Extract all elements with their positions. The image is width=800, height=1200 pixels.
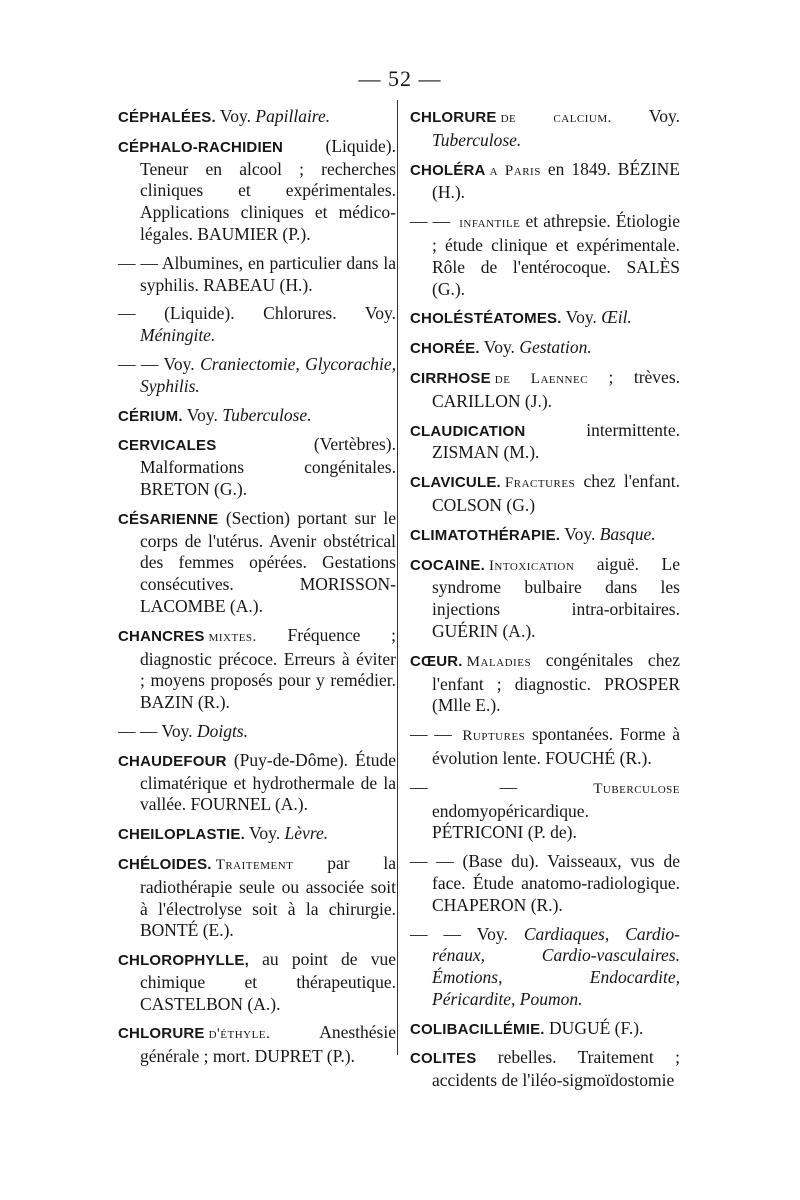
entry-headword: CHLORURE bbox=[118, 1025, 205, 1043]
index-entry bbox=[410, 924, 680, 1011]
entry-text: aiguë. Le syndrome bulbaire dans les injections intra-orbitaires. GUÉRIN (A.). bbox=[432, 553, 680, 641]
entry-headword: CIRRHOSE bbox=[410, 369, 491, 387]
right-column bbox=[410, 106, 680, 1099]
entry-text: Voy. bbox=[182, 404, 223, 425]
entry-text: Voy. bbox=[215, 106, 256, 126]
entry-headword: CHOLÉRA bbox=[410, 161, 486, 179]
index-entry bbox=[118, 303, 396, 347]
entry-headword: CHOLÉSTÉATOMES. bbox=[410, 310, 562, 328]
entry-headword: CHLORURE bbox=[410, 109, 497, 126]
index-entry bbox=[118, 750, 396, 816]
entry-reference: Tuberculose. bbox=[432, 129, 522, 150]
index-entry bbox=[410, 724, 680, 770]
entry-headword: CHÉLOIDES. bbox=[118, 855, 212, 873]
index-entry bbox=[118, 434, 396, 500]
index-entry bbox=[118, 721, 396, 743]
entry-text: Voy. bbox=[476, 923, 524, 944]
entry-text: chez l'enfant. COLSON (G.) bbox=[432, 471, 680, 515]
column-divider bbox=[397, 100, 398, 1055]
entry-text: (Base du). Vaisseaux, vus de face. Étude anatomo-radiologique. CHAPERON (R.). bbox=[432, 851, 681, 915]
index-entry bbox=[410, 106, 680, 152]
index-entry bbox=[410, 524, 680, 547]
index-entry bbox=[410, 554, 680, 643]
entry-text: endomyopéricardique. PÉTRICONI (P. de). bbox=[432, 800, 589, 843]
entry-reference: Basque. bbox=[599, 523, 656, 544]
entry-text: Voy. bbox=[611, 106, 680, 126]
index-entry bbox=[118, 253, 396, 297]
entry-text: Voy. bbox=[560, 523, 600, 544]
entry-dash: — — bbox=[118, 252, 162, 273]
entry-text: DUGUÉ (F.). bbox=[544, 1017, 644, 1038]
entry-text: Fréquence ; diagnostic précoce. Erreurs à éviter ; moyens proposés pour y remédier. BAZIN (R.). bbox=[140, 624, 396, 713]
entry-text: (Liquide). Chlorures. Voy. bbox=[164, 303, 396, 324]
entry-dash: — bbox=[118, 303, 165, 324]
entry-dash: — — bbox=[410, 724, 459, 745]
entry-dash: — — bbox=[118, 353, 164, 374]
index-entry bbox=[410, 337, 680, 360]
left-column bbox=[118, 106, 396, 1075]
index-entry bbox=[118, 508, 396, 618]
entry-reference: Méningite. bbox=[140, 325, 216, 346]
entry-text: ; trèves. CARILLON (J.). bbox=[432, 366, 681, 411]
entry-subheading: infantile bbox=[459, 215, 521, 232]
entry-headword: CŒUR. bbox=[410, 652, 463, 670]
index-entry bbox=[410, 420, 680, 465]
entry-headword: CÉPHALÉES. bbox=[118, 109, 216, 126]
entry-subheading: Intoxication bbox=[488, 557, 575, 574]
index-entry bbox=[410, 159, 680, 205]
index-entry bbox=[410, 211, 680, 300]
entry-reference: Papillaire. bbox=[255, 106, 331, 126]
index-entry bbox=[410, 307, 680, 330]
entry-text: et athrepsie. Étiologie ; étude clinique et expérimentale. Rôle de l'entérocoque. SALÈS (G.). bbox=[432, 211, 680, 299]
index-entry bbox=[118, 136, 396, 246]
entry-text: Voy. bbox=[479, 337, 520, 358]
entry-headword: CÉPHALO-RACHIDIEN bbox=[118, 138, 284, 156]
index-entry bbox=[118, 354, 396, 398]
entry-subheading: a Paris bbox=[489, 162, 541, 179]
index-entry bbox=[118, 405, 396, 428]
entry-subheading: mixtes. bbox=[208, 628, 257, 645]
entry-headword: CLIMATOTHÉRAPIE. bbox=[410, 526, 561, 544]
entry-text: Voy. bbox=[244, 823, 285, 844]
entry-headword: CHLOROPHYLLE, bbox=[118, 952, 249, 970]
page-number: — 52 — bbox=[358, 66, 442, 91]
entry-text: (Vertèbres). Malformations congénitales. BRETON (G.). bbox=[140, 434, 396, 499]
entry-subheading: Tuberculose bbox=[593, 780, 680, 797]
entry-text: (Puy-de-Dôme). Étude climatérique et hydrothermale de la vallée. FOURNEL (A.). bbox=[140, 749, 396, 815]
entry-text: rebelles. Traitement ; accidents de l'iléo-sigmoïdostomie bbox=[432, 1047, 680, 1091]
entry-subheading: Fractures bbox=[504, 475, 576, 492]
index-entry bbox=[410, 1047, 680, 1092]
entry-headword: CHAUDEFOUR bbox=[118, 752, 227, 770]
entry-subheading: de calcium. bbox=[500, 110, 612, 126]
entry-reference: Craniectomie, Glycorachie, Syphilis. bbox=[140, 353, 396, 396]
entry-text: au point de vue chimique et thérapeutique. CASTELBON (A.). bbox=[140, 949, 396, 1014]
index-entry bbox=[118, 853, 396, 942]
entry-text: spontanées. Forme à évolution lente. FOUCHÉ (R.). bbox=[432, 724, 680, 768]
entry-headword: COLITES bbox=[410, 1050, 477, 1068]
entry-subheading: Maladies bbox=[466, 653, 532, 670]
entry-dash: — — bbox=[410, 776, 590, 797]
entry-reference: Doigts. bbox=[196, 720, 248, 741]
index-entry bbox=[410, 471, 680, 517]
entry-text: congénitales chez l'enfant ; diagnostic. PROSPER (Mlle E.). bbox=[432, 649, 680, 716]
entry-headword: CÉRIUM. bbox=[118, 407, 183, 425]
entry-text: Anesthésie générale ; mort. DUPRET (P.). bbox=[140, 1022, 396, 1067]
index-entry bbox=[410, 1018, 680, 1041]
entry-text: Voy. bbox=[161, 720, 197, 741]
entry-dash: — — bbox=[118, 720, 162, 741]
entry-dash: — — bbox=[410, 851, 463, 872]
index-entry bbox=[118, 1022, 396, 1068]
entry-headword: CLAVICULE. bbox=[410, 474, 501, 492]
entry-headword: CHEILOPLASTIE. bbox=[118, 826, 245, 844]
entry-text: Voy. bbox=[561, 307, 602, 328]
entry-reference: Cardiaques, Cardio-rénaux, Cardio-vasculaires. Émotions, Endocardite, Péricardite, Poumon. bbox=[432, 923, 681, 1009]
entry-headword: COLIBACILLÉMIE. bbox=[410, 1020, 545, 1038]
entry-headword: CÉSARIENNE bbox=[118, 510, 219, 528]
index-entry bbox=[118, 823, 396, 846]
entry-text: intermittente. ZISMAN (M.). bbox=[432, 419, 680, 463]
entry-reference: Lèvre. bbox=[284, 823, 329, 844]
index-entry bbox=[118, 106, 396, 129]
entry-headword: COCAINE. bbox=[410, 556, 485, 574]
entry-subheading: Ruptures bbox=[462, 728, 526, 745]
index-entry bbox=[410, 777, 680, 844]
entry-text: Voy. bbox=[163, 353, 201, 374]
index-entry bbox=[118, 625, 396, 714]
entry-headword: CHORÉE. bbox=[410, 340, 480, 358]
entry-reference: Gestation. bbox=[519, 337, 592, 358]
entry-headword: CLAUDICATION bbox=[410, 422, 526, 440]
entry-subheading: Traitement bbox=[215, 856, 294, 873]
entry-dash: — — bbox=[410, 211, 456, 232]
index-entry bbox=[410, 367, 680, 413]
index-entry bbox=[118, 949, 396, 1015]
entry-text: en 1849. BÉZINE (H.). bbox=[432, 158, 680, 203]
entry-headword: CHANCRES bbox=[118, 627, 205, 645]
entry-headword: CERVICALES bbox=[118, 437, 217, 455]
entry-subheading: de Laennec bbox=[494, 370, 589, 387]
index-entry bbox=[410, 851, 680, 916]
index-entry bbox=[410, 650, 680, 717]
entry-subheading: d'éthyle. bbox=[208, 1026, 271, 1043]
entry-text: (Section) portant sur le corps de l'utérus. Avenir obstétrical des femmes opérées. Gestations consécutives. MORISSON-LACOMBE (A.). bbox=[140, 507, 396, 616]
entry-text: par la radiothérapie seule ou associée soit à l'électrolyse soit à la chirurgie. BONTÉ (E.). bbox=[140, 852, 396, 941]
entry-reference: Tuberculose. bbox=[222, 404, 312, 425]
entry-reference: Œil. bbox=[601, 307, 632, 328]
entry-text: (Liquide). Teneur en alcool ; recherches cliniques et expérimentales. Applications cliniques et médico-légales. BAUMIER (P.). bbox=[140, 135, 396, 244]
entry-dash: — — bbox=[410, 923, 477, 944]
entry-text: Albumines, en particulier dans la syphilis. RABEAU (H.). bbox=[140, 252, 396, 295]
